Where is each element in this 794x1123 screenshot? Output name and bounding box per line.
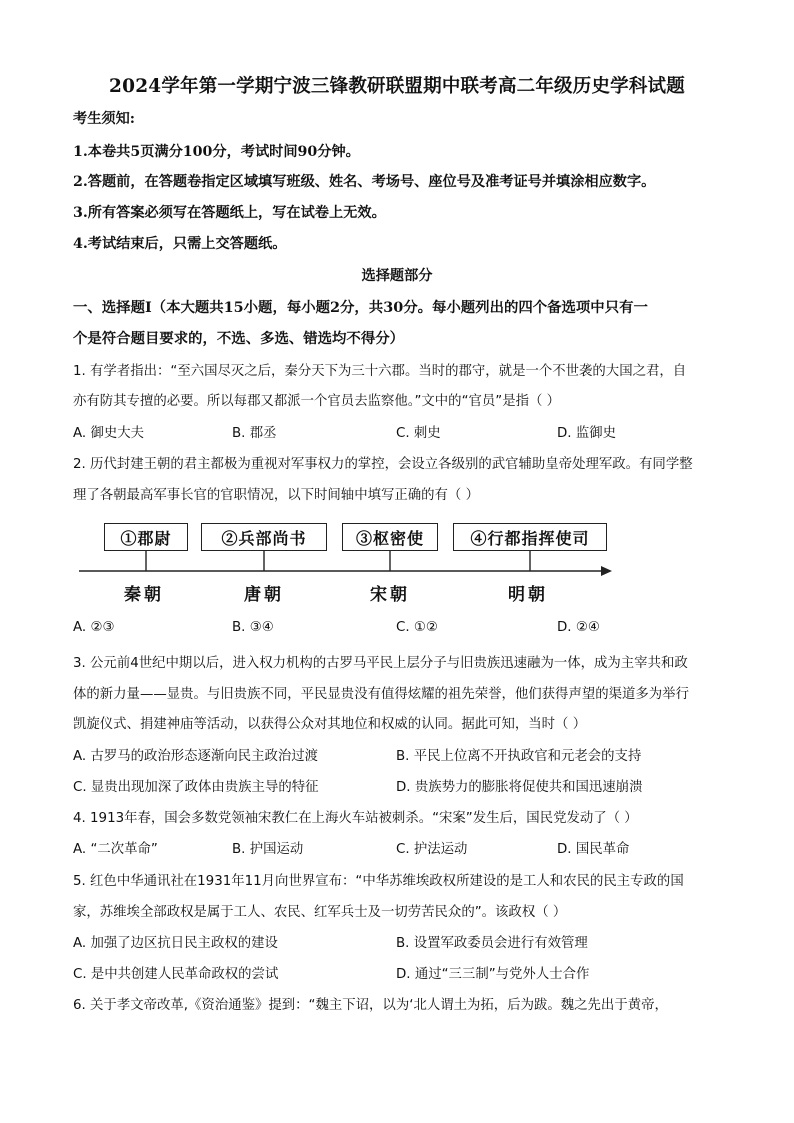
option-a: A. 御史大夫 bbox=[73, 426, 144, 441]
question-text: 5. 红色中华通讯社在1931年11月向世界宣布：“中华苏维埃政权所建设的是工人和农民的民主专政的国 bbox=[73, 874, 684, 889]
question-text: 亦有防其专擅的必要。所以每郡又都派一个官员去监察他。”文中的“官员”是指（ ） bbox=[73, 394, 561, 409]
option-d: D. 国民革命 bbox=[557, 842, 630, 857]
timeline-box: ④行都指挥使司 bbox=[453, 523, 607, 551]
option-b: B. 郡丞 bbox=[232, 426, 277, 441]
timeline-era: 明朝 bbox=[508, 585, 548, 605]
timeline-axis bbox=[0, 550, 794, 582]
option-b: B. 设置军政委员会进行有效管理 bbox=[396, 936, 588, 951]
question-text: 家，苏维埃全部政权是属于工人、农民、红军兵士及一切劳苦民众的”。该政权（ ） bbox=[73, 905, 567, 920]
option-d: D. ②④ bbox=[557, 620, 600, 635]
option-d: D. 贵族势力的膨胀将促使共和国迅速崩溃 bbox=[396, 780, 643, 795]
question-text: 1. 有学者指出：“至六国尽灭之后，秦分天下为三十六郡。当时的郡守，就是一个不世袭的大国之君，自 bbox=[73, 364, 687, 379]
timeline-box: ③枢密使 bbox=[342, 523, 438, 551]
option-c: C. 显贵出现加深了政体由贵族主导的特征 bbox=[73, 780, 319, 795]
option-a: A. “二次革命” bbox=[73, 842, 158, 857]
section-intro: 一、选择题Ⅰ（本大题共15小题，每小题2分，共30分。每小题列出的四个备选项中只有一 bbox=[73, 299, 648, 316]
option-c: C. 护法运动 bbox=[396, 842, 468, 857]
option-c: C. ①② bbox=[396, 620, 438, 635]
notice-item: 2.答题前，在答题卷指定区域填写班级、姓名、考场号、座位号及准考证号并填涂相应数字。 bbox=[73, 174, 656, 190]
option-c: C. 是中共创建人民革命政权的尝试 bbox=[73, 967, 279, 982]
section-title: 选择题部分 bbox=[361, 268, 433, 284]
option-a: A. 加强了边区抗日民主政权的建设 bbox=[73, 936, 278, 951]
option-a: A. 古罗马的政治形态逐渐向民主政治过渡 bbox=[73, 749, 319, 764]
option-b: B. ③④ bbox=[232, 620, 274, 635]
question-text: 6. 关于孝文帝改革,《资治通鉴》提到：“魏主下诏，以为‘北人谓土为拓，后为跋。魏之先出于黄帝， bbox=[73, 998, 668, 1013]
option-d: D. 监御史 bbox=[557, 426, 616, 441]
question-text: 3. 公元前4世纪中期以后，进入权力机构的古罗马平民上层分子与旧贵族迅速融为一体，成为主宰共和政 bbox=[73, 656, 688, 671]
option-b: B. 平民上位离不开执政官和元老会的支持 bbox=[396, 749, 642, 764]
timeline-era: 宋朝 bbox=[370, 585, 410, 605]
notice-heading: 考生须知: bbox=[73, 111, 135, 127]
question-text: 体的新力量——显贵。与旧贵族不同，平民显贵没有值得炫耀的祖先荣誉，他们获得声望的渠道多为举行 bbox=[73, 687, 689, 702]
question-text: 2. 历代封建王朝的君主都极为重视对军事权力的掌控，会设立各级别的武官辅助皇帝处理军政。有同学整 bbox=[73, 457, 693, 472]
timeline-era: 秦朝 bbox=[124, 585, 164, 605]
option-a: A. ②③ bbox=[73, 620, 115, 635]
option-d: D. 通过“三三制”与党外人士合作 bbox=[396, 967, 590, 982]
notice-item: 4.考试结束后，只需上交答题纸。 bbox=[73, 236, 287, 252]
notice-item: 1.本卷共5页满分100分，考试时间90分钟。 bbox=[73, 144, 360, 160]
option-b: B. 护国运动 bbox=[232, 842, 304, 857]
question-text: 理了各朝最高军事长官的官职情况，以下时间轴中填写正确的有（ ） bbox=[73, 488, 479, 503]
timeline-era: 唐朝 bbox=[244, 585, 284, 605]
section-intro: 个是符合题目要求的，不选、多选、错选均不得分） bbox=[73, 330, 404, 347]
timeline-box: ①郡尉 bbox=[104, 523, 188, 551]
option-c: C. 刺史 bbox=[396, 426, 441, 441]
timeline-box: ②兵部尚书 bbox=[201, 523, 327, 551]
question-text: 4. 1913年春，国会多数党领袖宋教仁在上海火车站被刺杀。“宋案”发生后，国民党发动了（ ） bbox=[73, 811, 638, 826]
exam-title: 2024学年第一学期宁波三锋教研联盟期中联考高二年级历史学科试题 bbox=[109, 76, 685, 97]
question-text: 凯旋仪式、捐建神庙等活动，以获得公众对其地位和权威的认同。据此可知，当时（ ） bbox=[73, 717, 587, 732]
notice-item: 3.所有答案必须写在答题纸上，写在试卷上无效。 bbox=[73, 205, 386, 221]
